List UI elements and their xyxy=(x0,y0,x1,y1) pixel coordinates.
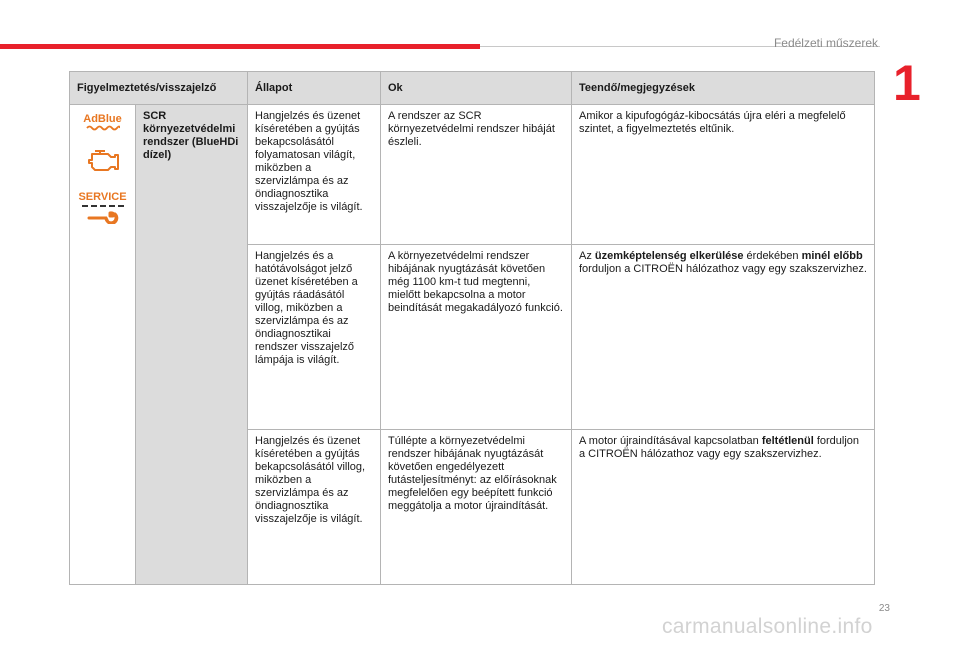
state-cell: Hangjelzés és a hatótávolságot jelző üzenet kíséretében a gyújtás ráadásától villog, miközben a szervizlámpa és az öndiagnosztikai rendszer visszajelző lámpája is világít. xyxy=(248,245,381,430)
page-number: 23 xyxy=(878,603,890,614)
indicator-icons-cell xyxy=(70,105,136,585)
header-accent-bar xyxy=(0,44,480,49)
table-row xyxy=(70,105,875,245)
engine-check-icon xyxy=(70,149,135,175)
header-action: Teendő/megjegyzések xyxy=(572,72,875,105)
header-indicator: Figyelmeztetés/visszajelző xyxy=(70,72,248,105)
state-cell: Hangjelzés és üzenet kíséretében a gyújtás bekapcsolásától villog, miközben a szervizlámpa és az öndiagnosztika visszajelzője is világít. xyxy=(248,430,381,585)
action-cell: Amikor a kipufogógáz-kibocsátás újra eléri a megfelelő szintet, a figyelmeztetés eltűnik. xyxy=(572,105,875,245)
action-cell: A motor újraindításával kapcsolatban feltétlenül forduljon a CITROËN hálózathoz vagy egy szakszervizhez. xyxy=(572,430,875,585)
cause-cell: A rendszer az SCR környezetvédelmi rendszer hibáját észleli. xyxy=(381,105,572,245)
indicator-name: SCR környezetvédelmi rendszer (BlueHDi dízel) xyxy=(136,105,248,585)
service-wrench-icon: SERVICE xyxy=(70,191,135,224)
adblue-icon: AdBlue xyxy=(70,113,135,131)
chapter-number: 1 xyxy=(893,55,921,111)
table-header-row xyxy=(70,72,875,105)
watermark: carmanualsonline.info xyxy=(662,615,873,638)
header-cause: Ok xyxy=(381,72,572,105)
chapter-title: Fedélzeti műszerek xyxy=(773,36,878,50)
action-cell: Az üzemképtelenség elkerülése érdekében minél előbb forduljon a CITROËN hálózathoz vagy egy szakszervizhez. xyxy=(572,245,875,430)
warning-table xyxy=(69,71,875,585)
cause-cell: Túllépte a környezetvédelmi rendszer hibájának nyugtázását követően engedélyezett futásteljesítményt: az előírásoknak megfelelően egy beépített funkció meggátolja a motor újraindítását. xyxy=(381,430,572,585)
cause-cell: A környezetvédelmi rendszer hibájának nyugtázását követően még 1100 km-t tud megtenni, mielőtt bekapcsolna a motor beindítását megakadályozó funkció. xyxy=(381,245,572,430)
header-state: Állapot xyxy=(248,72,381,105)
state-cell: Hangjelzés és üzenet kíséretében a gyújtás bekapcsolásától folyamatosan világít, miközben a szervizlámpa és az öndiagnosztika visszajelzője is világít. xyxy=(248,105,381,245)
